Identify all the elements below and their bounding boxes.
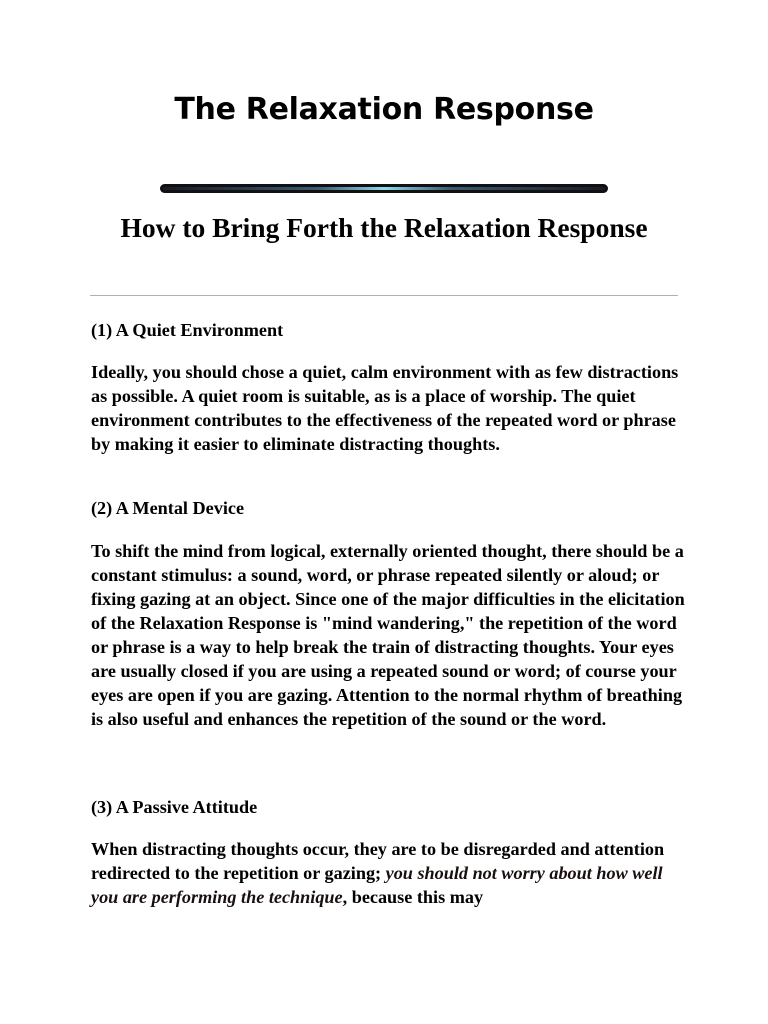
decorative-divider — [160, 184, 608, 193]
paragraph-text-start: When distracting thoughts occur, they are to be disregarded and attention redirected to the repetition or gazing; — [91, 839, 665, 883]
section-heading-passive-attitude: (3) A Passive Attitude — [91, 797, 258, 817]
section-heading-mental-device: (2) A Mental Device — [91, 498, 245, 518]
document-subtitle: How to Bring Forth the Relaxation Response — [120, 212, 648, 243]
section-paragraph-passive-attitude — [91, 837, 691, 909]
document-title: The Relaxation Response — [174, 92, 594, 127]
section-divider — [90, 295, 678, 296]
paragraph-text-end: , because this may — [342, 887, 484, 907]
paragraph-emphasis: you should not worry about how well you are performing the technique — [91, 863, 663, 907]
section-heading-quiet-environment: (1) A Quiet Environment — [91, 320, 284, 340]
section-paragraph-quiet-environment: Ideally, you should chose a quiet, calm environment with as few distractions as possible. A quiet room is suitable, as is a place of worship. The quiet environment contributes to the effectiveness of the repeated word or phrase by making it easier to eliminate distracting thoughts. — [91, 362, 679, 454]
section-paragraph-mental-device: To shift the mind from logical, externally oriented thought, there should be a constant stimulus: a sound, word, or phrase repeated silently or aloud; or fixing gazing at an object. Since one of the major difficulties in the elicitation of the Relaxation Response is "mind wandering," the repetition of the word or phrase is a way to help break the train of distracting thoughts. Your eyes are usually closed if you are using a repeated sound or word; of course your eyes are open if you are gazing. Attention to the normal rhythm of breathing is also useful and enhances the repetition of the sound or the word. — [91, 541, 685, 729]
